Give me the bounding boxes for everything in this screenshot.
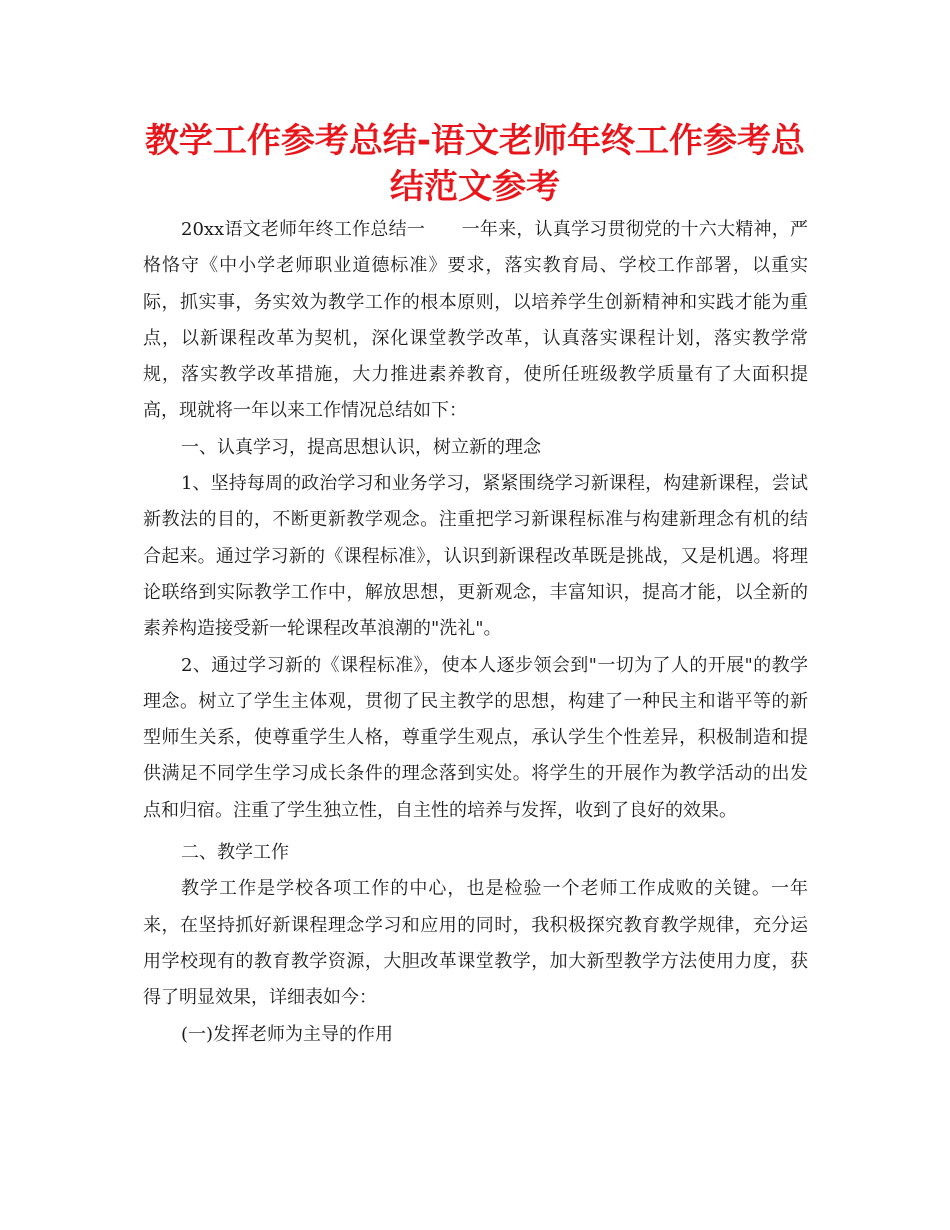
document-title: 教学工作参考总结-语文老师年终工作参考总结范文参考 xyxy=(144,121,806,207)
document-body xyxy=(143,212,808,1053)
paragraph-item-2: 2、通过学习新的《课程标准》，使本人逐步领会到"一切为了人的开展"的教学理念。树立了学生主体观，贯彻了民主教学的思想，构建了一种民主和谐平等的新型师生关系，使尊重学生人格，尊重学生观点，承认学生个性差异，积极制造和提供满足不同学生学习成长条件的理念落到实处。将学生的开展作为教学活动的出发点和归宿。注重了学生独立性，自主性的培养与发挥，收到了良好的效果。 xyxy=(143,654,808,821)
section-heading-2: 二、教学工作 xyxy=(181,842,289,864)
paragraph-intro: 20xx语文老师年终工作总结一 一年来，认真学习贯彻党的十六大精神，严格恪守《中小学老师职业道德标准》要求，落实教育局、学校工作部署，以重实际，抓实事，务实效为教学工作的根本原则，以培养学生创新精神和实践才能为重点，以新课程改革为契机，深化课堂教学改革，认真落实课程计划，落实教学常规，落实教学改革措施，大力推进素养教育，使所任班级教学质量有了大面积提高，现就将一年以来工作情况总结如下： xyxy=(143,219,808,422)
subsection-heading-1: (一)发挥老师为主导的作用 xyxy=(181,1023,394,1045)
paragraph-item-1: 1、坚持每周的政治学习和业务学习，紧紧围绕学习新课程，构建新课程，尝试新教法的目的，不断更新教学观念。注重把学习新课程标准与构建新理念有机的结合起来。通过学习新的《课程标准》，认识到新课程改革既是挑战，又是机遇。将理论联络到实际教学工作中，解放思想，更新观念，丰富知识，提高才能，以全新的素养构造接受新一轮课程改革浪潮的"洗礼"。 xyxy=(143,473,808,640)
paragraph-teaching: 教学工作是学校各项工作的中心，也是检验一个老师工作成败的关键。一年来，在坚持抓好新课程理念学习和应用的同时，我积极探究教育教学规律，充分运用学校现有的教育教学资源，大胆改革课堂教学，加大新型教学方法使用力度，获得了明显效果，详细表如今： xyxy=(143,878,808,1009)
section-heading-1: 一、认真学习，提高思想认识，树立新的理念 xyxy=(181,436,541,458)
